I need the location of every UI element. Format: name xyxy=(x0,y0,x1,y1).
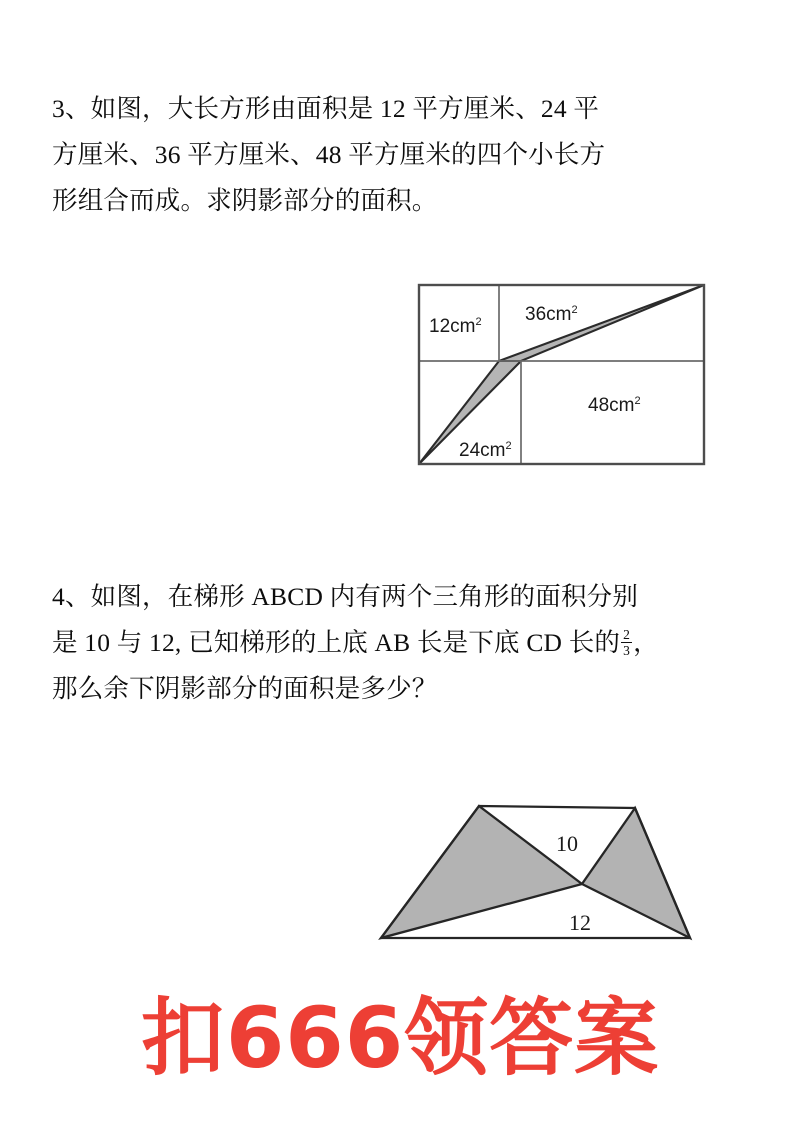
fraction-denominator: 3 xyxy=(623,643,631,659)
problem-4-line-1: 4、如图，在梯形 ABCD 内有两个三角形的面积分别 xyxy=(52,582,639,611)
fraction-numerator: 2 xyxy=(623,626,631,642)
problem-3-line-2: 方厘米、36 平方厘米、48 平方厘米的四个小长方 xyxy=(52,140,606,169)
label-area-24: $24cm^2$ xyxy=(459,440,512,461)
problem-4-line-3: 那么余下阴影部分的面积是多少？ xyxy=(52,674,438,703)
fraction-trailing-comma: ， xyxy=(633,628,659,657)
label-area-12: $12cm^2$ xyxy=(429,316,482,337)
problem-3-line-1: 3、如图，大长方形由面积是 12 平方厘米、24 平 xyxy=(52,94,600,123)
label-area-48: $48cm^2$ xyxy=(588,395,641,416)
figure-composite-rectangle xyxy=(415,280,709,470)
promo-banner-text: 扣666领答案 xyxy=(140,989,660,1087)
label-triangle-12: 12 xyxy=(569,910,591,935)
problem-3-text xyxy=(52,86,758,224)
label-triangle-10: 10 xyxy=(556,831,578,856)
problem-4-line-2 xyxy=(52,620,758,666)
label-area-36: $36cm^2$ xyxy=(525,304,578,325)
problem-3-line-3: 形组合而成。求阴影部分的面积。 xyxy=(52,186,438,215)
problem-4-line-2-text: 是 10 与 12, 已知梯形的上底 AB 长是下底 CD 长的 xyxy=(52,628,621,657)
figure-trapezoid-abcd xyxy=(372,796,698,946)
problem-4-text xyxy=(52,574,758,712)
fraction-two-thirds xyxy=(621,628,632,659)
